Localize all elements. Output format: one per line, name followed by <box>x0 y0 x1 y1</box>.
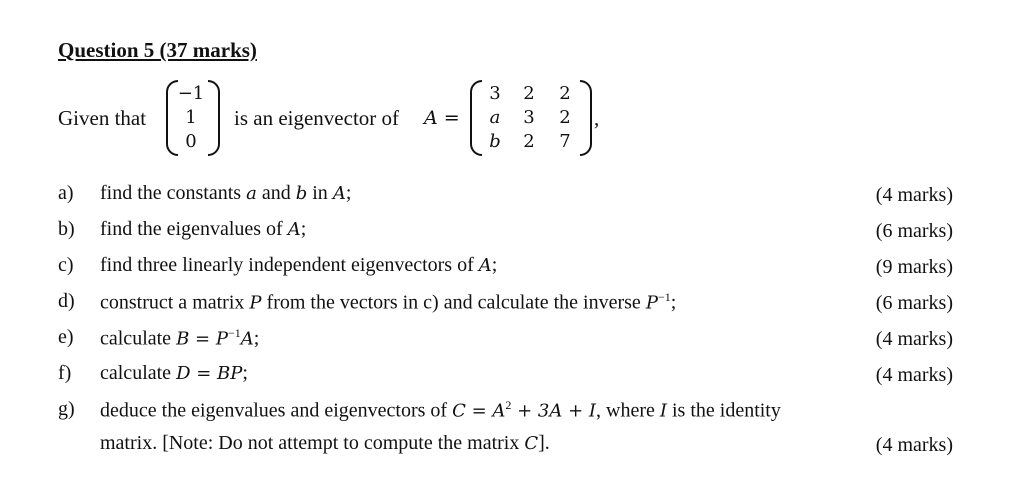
part-marks: (4 marks) <box>875 328 953 350</box>
question-title: Question 5 (37 marks) <box>58 38 257 62</box>
matrix-entry: 7 <box>559 131 571 152</box>
given-trail: , <box>594 106 600 130</box>
matrix-entry: 2 <box>523 83 535 104</box>
given-prefix: Given that <box>58 106 147 130</box>
matrix-entry: 3 <box>523 107 535 128</box>
matrix-entry: 2 <box>559 83 571 104</box>
matrix-right-paren <box>580 80 592 156</box>
eigen-text: is an eigenvector of <box>234 106 400 130</box>
part-marks: (4 marks) <box>875 434 953 456</box>
part-marks: (9 marks) <box>875 256 953 278</box>
part-marks: (6 marks) <box>875 292 953 314</box>
part-d <box>58 286 958 322</box>
part-text: find three linearly independent eigenvectors of A; <box>100 254 498 276</box>
part-text: calculate D = BP; <box>100 362 248 384</box>
part-text: calculate $B = P^{-1}A$; <box>100 326 260 350</box>
part-e <box>58 322 958 358</box>
vector-entry: 0 <box>185 131 197 152</box>
part-label: a) <box>58 182 74 204</box>
matrix-entry: 2 <box>559 107 571 128</box>
part-label: g) <box>58 398 75 420</box>
matrix-entry: 3 <box>489 83 501 104</box>
part-a <box>58 178 958 214</box>
part-label: d) <box>58 290 75 312</box>
part-c <box>58 250 958 286</box>
matrix-entry: b <box>489 131 501 152</box>
part-f <box>58 358 958 394</box>
vector-entry: 1 <box>185 107 197 128</box>
part-label: c) <box>58 254 74 276</box>
matrix-name: A = <box>424 107 460 129</box>
part-b <box>58 214 958 250</box>
matrix-entry: 2 <box>523 131 535 152</box>
vector-entry: −1 <box>177 83 205 104</box>
part-text: construct a matrix P from the vectors in c) and calculate the inverse $P^{-1}$; <box>100 290 677 314</box>
part-text: find the constants a and b in A; <box>100 182 352 204</box>
part-marks: (6 marks) <box>875 220 953 242</box>
given-statement <box>58 80 958 160</box>
matrix-entry: a <box>489 107 501 128</box>
part-label: f) <box>58 362 72 384</box>
part-label: b) <box>58 218 75 240</box>
part-text: find the eigenvalues of A; <box>100 218 307 240</box>
part-label: e) <box>58 326 74 348</box>
part-marks: (4 marks) <box>875 184 953 206</box>
part-marks: (4 marks) <box>875 364 953 386</box>
part-text-continued: matrix. [Note: Do not attempt to compute the matrix C]. <box>100 432 550 454</box>
vector-right-paren <box>208 80 220 156</box>
part-g <box>58 394 958 464</box>
parts-list <box>58 178 958 464</box>
part-text: deduce the eigenvalues and eigenvectors of $C = A^2 + 3A + I$, where I is the identity <box>100 398 781 422</box>
